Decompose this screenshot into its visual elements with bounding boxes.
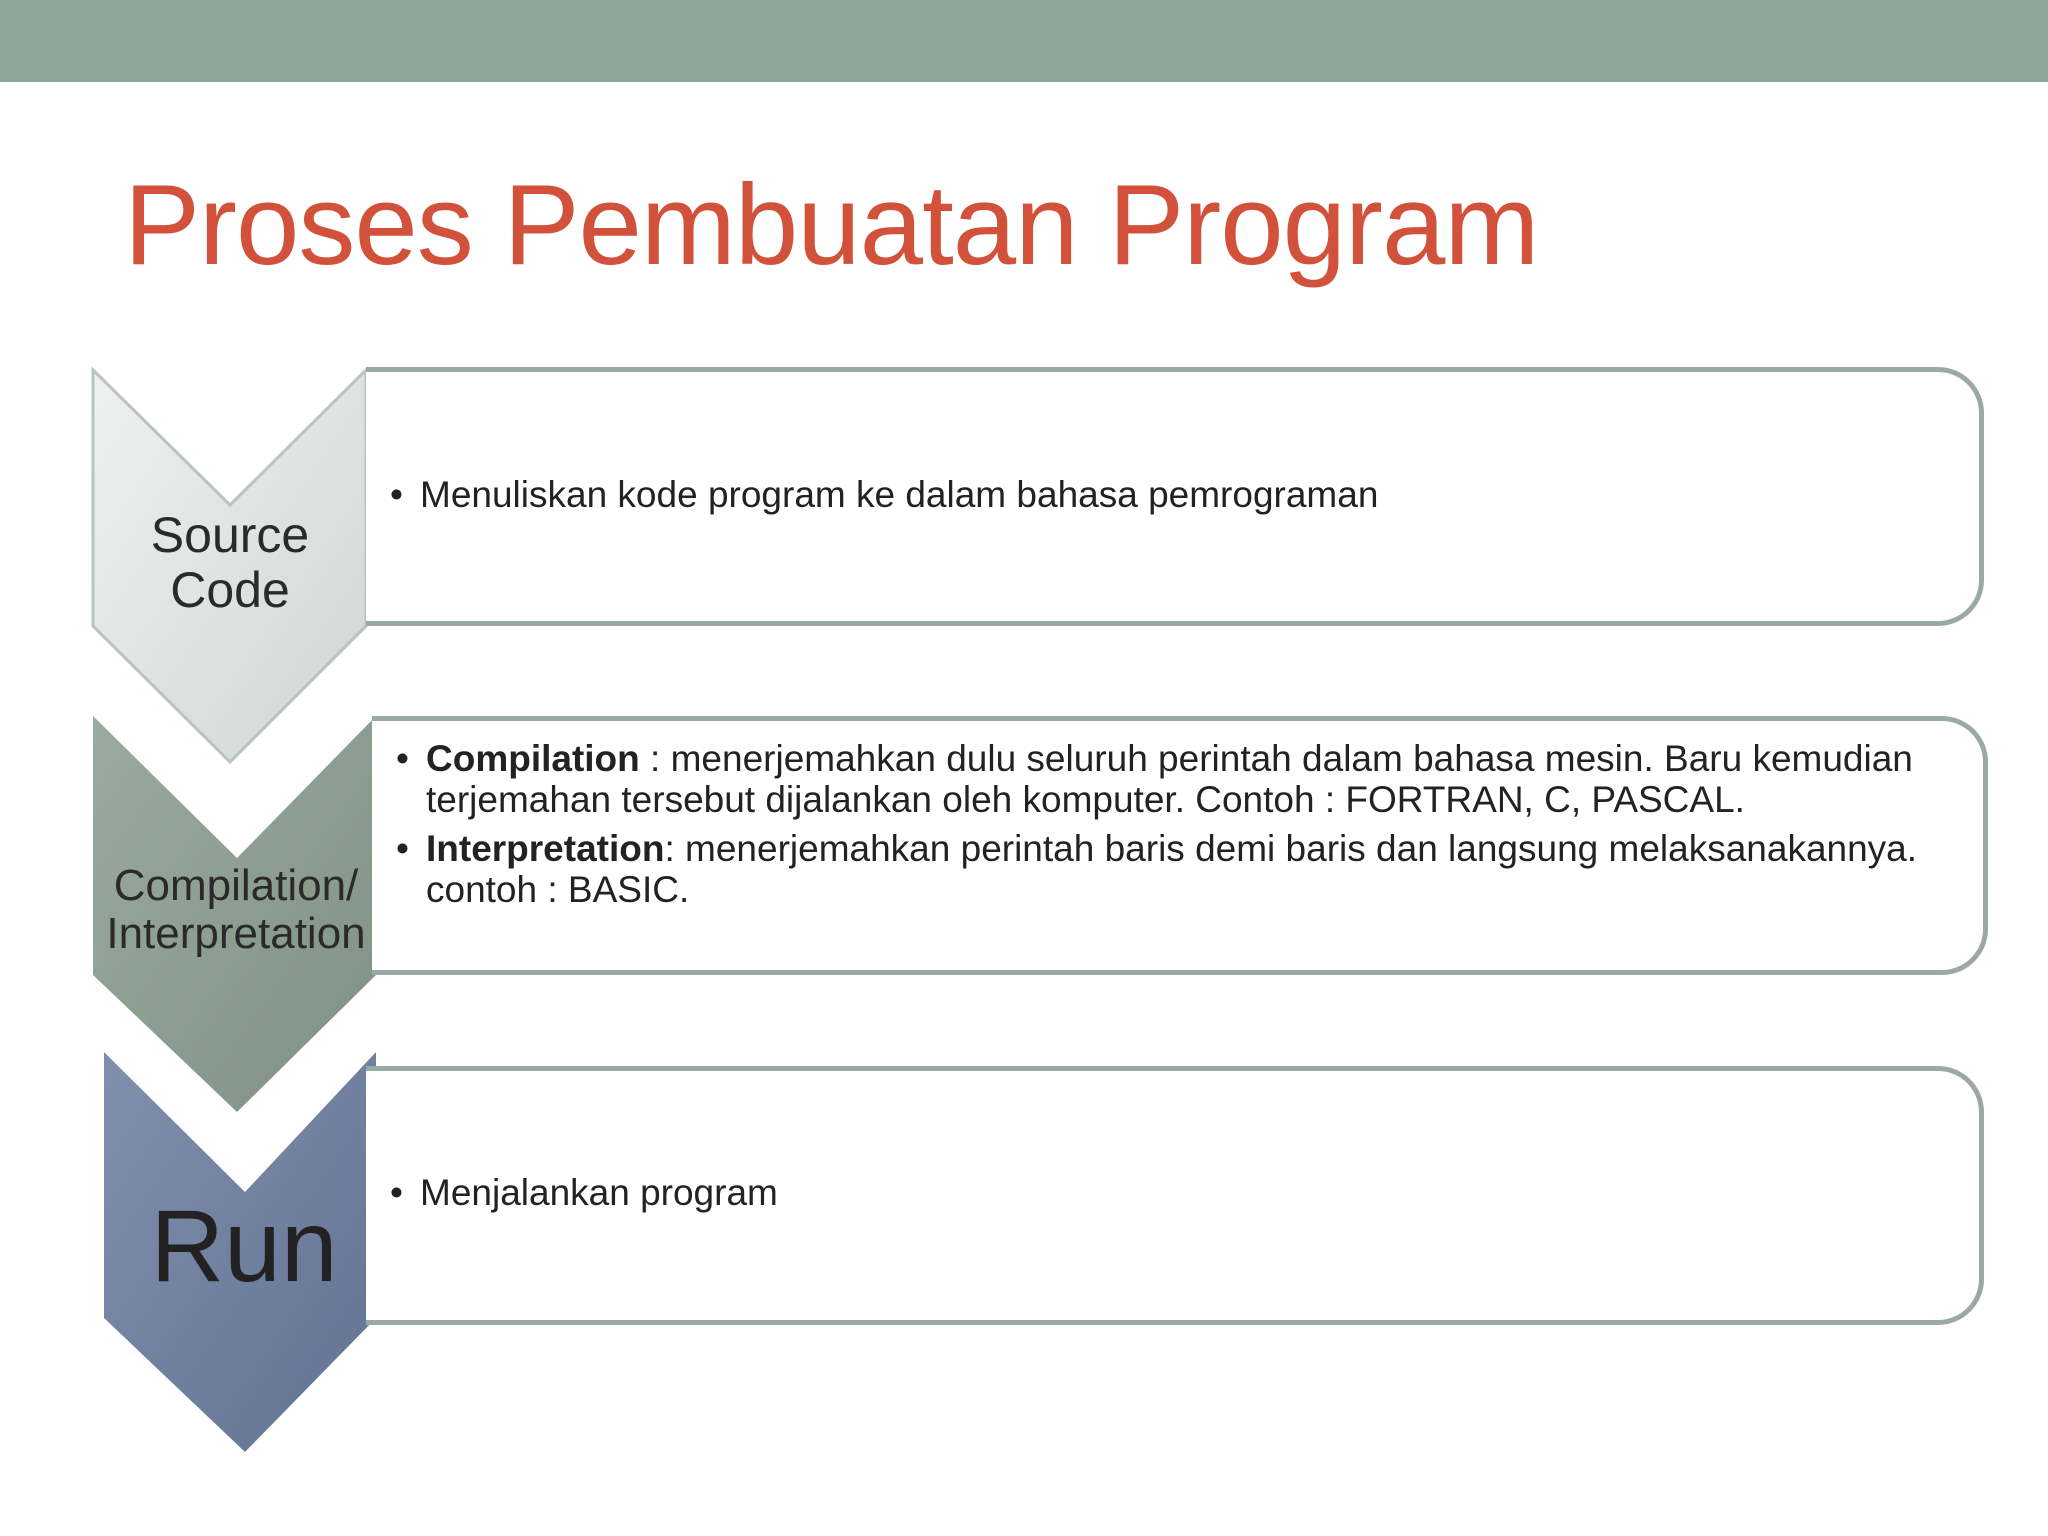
bullet-text: : menerjemahkan perintah baris demi baris dan langsung melaksanakannya. contoh : BASIC.: [426, 828, 1918, 910]
label-line: Source: [150, 507, 310, 563]
bullet-text: : menerjemahkan dulu seluruh perintah dalam bahasa mesin. Baru kemudian terjemahan tersebut dijalankan oleh komputer. Contoh : FORTRAN, C, PASCAL.: [426, 738, 1913, 820]
slide-title: Proses Pembuatan Program: [124, 162, 1539, 289]
bullet-text: Menjalankan program: [420, 1172, 778, 1213]
label-line: Code: [170, 562, 290, 618]
bullet-list-run: [390, 1172, 1950, 1213]
bullet-text: Menuliskan kode program ke dalam bahasa pemrograman: [420, 474, 1379, 515]
label-line: Interpretation: [106, 908, 366, 958]
bullet-list-source-code: [390, 474, 1950, 515]
bullet-item: [396, 828, 1966, 910]
step-label-compilation: [96, 862, 376, 957]
bullet-item: [390, 474, 1950, 515]
bullet-term: Compilation: [426, 738, 640, 779]
step-label-run: [104, 1190, 384, 1302]
label-line: Run: [150, 1189, 338, 1303]
bullet-item: [396, 738, 1966, 820]
bullet-list-compilation: [396, 738, 1966, 918]
step-label-source-code: [96, 508, 364, 618]
label-line: Compilation/: [113, 861, 359, 910]
bullet-term: Interpretation: [426, 828, 665, 869]
bullet-item: [390, 1172, 1950, 1213]
